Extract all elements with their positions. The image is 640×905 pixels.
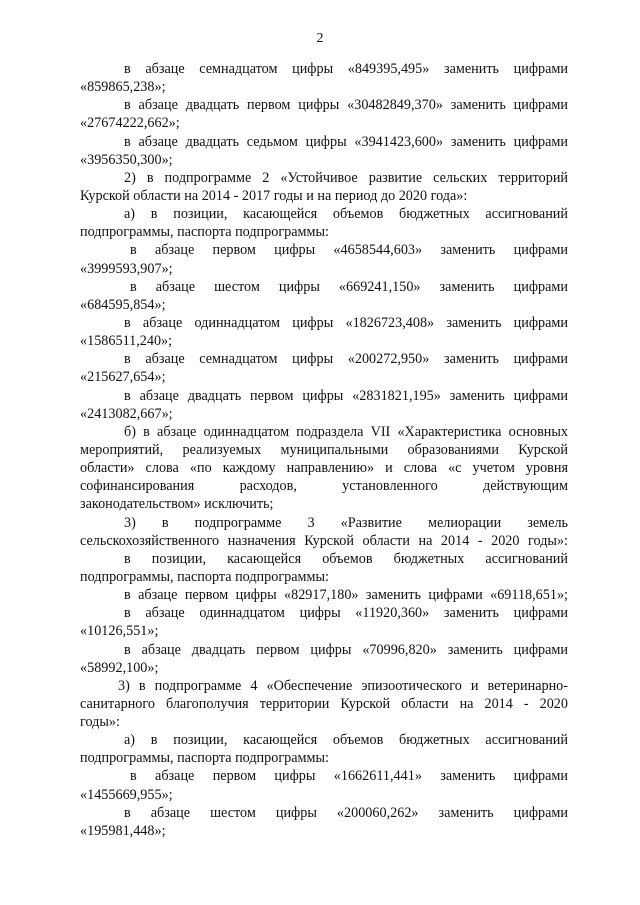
text-line: «684595,854»; (80, 296, 166, 313)
text-line: в абзаце двадцать первом цифры «2831821,195» заменить цифрами (124, 387, 568, 404)
text-line: в абзаце шестом цифры «669241,150» заменить цифрами (130, 278, 568, 295)
text-line: области» слова «по каждому направлению» и слова «с учетом уровня (80, 460, 568, 477)
text-line: в абзаце шестом цифры «200060,262» заменить цифрами (124, 804, 568, 821)
text-line: «2413082,667»; (80, 405, 173, 422)
text-line: в абзаце первом цифры «82917,180» заменить цифрами «69118,651»; (124, 587, 568, 604)
text-line: 3) в подпрограмме 3 «Развитие мелиорации земель (124, 514, 568, 531)
text-line: законодательством» исключить; (80, 496, 274, 513)
text-line: «10126,551»; (80, 623, 159, 640)
text-line: «195981,448»; (80, 822, 166, 839)
text-line: «58992,100»; (80, 659, 159, 676)
text-line: в абзаце семнадцатом цифры «200272,950» заменить цифрами (124, 351, 568, 368)
text-line: подпрограммы, паспорта подпрограммы: (80, 750, 329, 767)
text-line: 2) в подпрограмме 2 «Устойчивое развитие сельских территорий (124, 169, 568, 186)
text-line: «3956350,300»; (80, 151, 173, 168)
text-line: «1455669,955»; (80, 786, 173, 803)
text-line: а) в позиции, касающейся объемов бюджетных ассигнований (124, 206, 568, 223)
text-line: санитарного благополучия территории Курской области на 2014 - 2020 (80, 695, 568, 712)
text-line: «3999593,907»; (80, 260, 173, 277)
text-line: в абзаце первом цифры «4658544,603» заменить цифрами (130, 242, 568, 259)
text-line: в абзаце одиннадцатом цифры «1826723,408» заменить цифрами (124, 314, 568, 331)
page-number: 2 (316, 31, 324, 46)
text-line: в абзаце двадцать первом цифры «30482849,370» заменить цифрами (124, 97, 568, 114)
text-line: Курской области на 2014 - 2017 годы и на период до 2020 года»: (80, 187, 468, 204)
text-line: в абзаце одиннадцатом цифры «11920,360» заменить цифрами (124, 605, 568, 622)
text-line: 3) в подпрограмме 4 «Обеспечение эпизоотического и ветеринарно- (118, 677, 568, 694)
text-line: софинансирования расходов, установленного действующим (80, 478, 568, 495)
text-line: сельскохозяйственного назначения Курской области на 2014 - 2020 годы»: (80, 532, 568, 549)
text-line: в абзаце двадцать седьмом цифры «3941423,600» заменить цифрами (124, 133, 568, 150)
text-line: мероприятий, реализуемых муниципальными образованиями Курской (80, 441, 568, 458)
text-line: в абзаце двадцать первом цифры «70996,820» заменить цифрами (124, 641, 568, 658)
text-line: б) в абзаце одиннадцатом подраздела VII «Характеристика основных (124, 423, 568, 440)
text-line: а) в позиции, касающейся объемов бюджетных ассигнований (124, 732, 568, 749)
text-line: в позиции, касающейся объемов бюджетных ассигнований (124, 550, 568, 567)
text-line: «859865,238»; (80, 79, 166, 96)
document-body (80, 60, 568, 840)
text-line: подпрограммы, паспорта подпрограммы: (80, 224, 329, 241)
text-line: «1586511,240»; (80, 333, 173, 350)
text-line: годы»: (80, 714, 120, 731)
text-line: в абзаце семнадцатом цифры «849395,495» заменить цифрами (124, 61, 568, 77)
text-line: в абзаце первом цифры «1662611,441» заменить цифрами (130, 768, 568, 785)
text-line: подпрограммы, паспорта подпрограммы: (80, 568, 329, 585)
text-line: «27674222,662»; (80, 115, 180, 132)
text-line: «215627,654»; (80, 369, 166, 386)
